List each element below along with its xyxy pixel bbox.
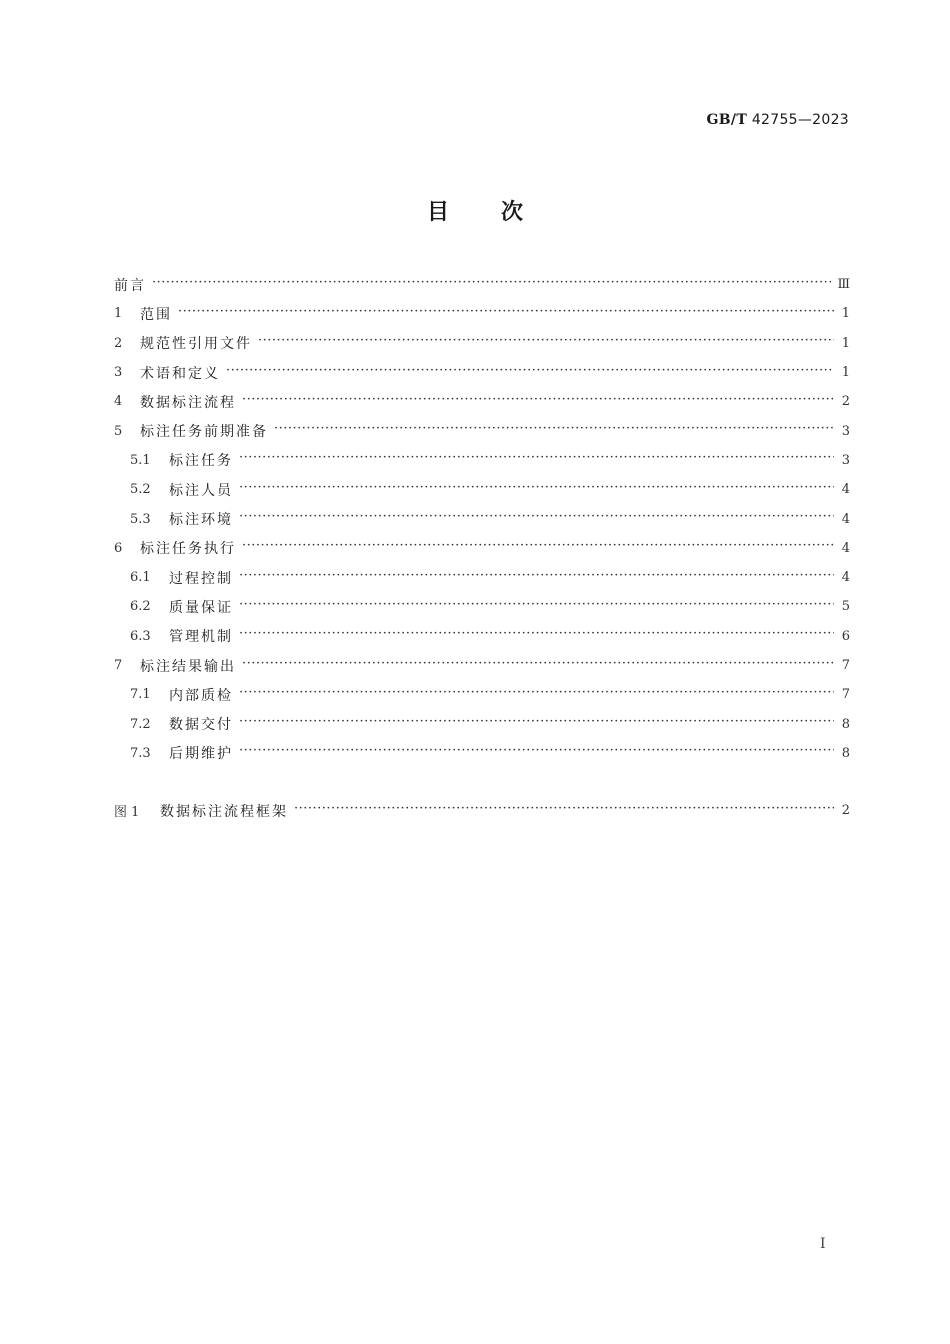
dot-leader [239,629,834,643]
toc-entry-5-1[interactable] [114,446,850,475]
standard-code: 42755—2023 [751,112,849,128]
figure-entry-number: 图 1 [114,805,140,821]
toc-entry-label: 管理机制 [169,629,233,646]
toc-entry-2[interactable] [114,329,850,358]
dot-leader [226,366,834,380]
toc-entry-page: 1 [841,365,850,381]
toc-entry-number: 6.3 [130,628,151,644]
toc-entry-7-2[interactable] [114,709,850,738]
toc-entry-label: 标注人员 [169,482,233,499]
toc-entry-page: 8 [841,716,850,732]
toc-entry-label: 后期维护 [169,746,233,763]
toc-entry-label: 数据标注流程 [140,394,236,411]
toc-entry-label: 前言 [114,277,146,294]
toc-entry-number: 1 [114,306,123,322]
toc-entry-page: 1 [841,335,850,351]
toc-entry-page: 6 [841,628,850,644]
toc-entry-5-2[interactable] [114,475,850,504]
standard-number [707,112,849,128]
toc-entry-number: 4 [114,394,123,410]
toc-entry-page: 4 [841,511,850,527]
dot-leader [239,600,834,614]
toc-entry-page: 5 [841,599,850,615]
toc-entry-number: 7.3 [130,745,151,761]
toc-entry-number: 2 [114,335,123,351]
toc-entry-number: 6.2 [130,599,151,615]
dot-leader [242,541,834,555]
dot-leader [258,336,834,350]
toc-entry-3[interactable] [114,358,850,387]
dot-leader [239,688,834,702]
toc-entry-label: 标注环境 [169,512,233,529]
dot-leader [239,453,834,467]
toc-entry-number: 6.1 [130,570,151,586]
toc-entry-page: 7 [841,658,850,673]
figure-entry-label: 数据标注流程框架 [160,803,288,820]
toc-entry-page: 3 [841,452,850,468]
toc-entry-page: 4 [841,570,850,586]
toc-entry-page: 4 [841,482,850,498]
toc-entry-label: 数据交付 [169,717,233,734]
figure-entry-1[interactable] [114,796,850,825]
toc-entry-7-1[interactable] [114,680,850,709]
dot-leader [239,483,834,497]
toc-entry-page: 8 [841,745,850,761]
dot-leader [239,717,834,731]
toc-entry-number: 6 [114,540,123,556]
toc-entry-6-3[interactable] [114,622,850,651]
toc-entry-label: 标注任务前期准备 [140,424,268,441]
dot-leader [239,571,834,585]
toc-entry-6-2[interactable] [114,592,850,621]
toc-entry-number: 7.1 [130,687,151,703]
toc-entry-number: 5.1 [130,452,151,468]
toc-entry-label: 标注任务 [169,453,233,470]
toc-entry-label: 范围 [140,306,172,323]
toc-entry-5[interactable] [114,416,850,445]
toc-entry-page: 3 [841,423,850,439]
toc-entry-1[interactable] [114,299,850,328]
standard-prefix: GB/T [706,112,748,128]
table-of-contents [114,270,850,825]
toc-entry-page: 1 [841,306,850,322]
toc-entry-6-1[interactable] [114,563,850,592]
toc-entry-page: Ⅲ [837,277,850,293]
dot-leader [239,512,834,526]
toc-entry-label: 过程控制 [169,570,233,587]
toc-entry-page: 7 [841,687,850,703]
toc-entry-number: 5.2 [130,482,151,498]
dot-leader [274,424,834,438]
dot-leader [239,746,834,760]
toc-entry-label: 标注结果输出 [140,658,236,675]
toc-entry-number: 5.3 [130,511,151,527]
toc-entry-label: 术语和定义 [140,365,220,382]
toc-entry-label: 质量保证 [169,599,233,616]
toc-entry-5-3[interactable] [114,504,850,533]
toc-entry-label: 内部质检 [169,687,233,704]
dot-leader [242,395,834,409]
dot-leader [152,278,831,292]
toc-entry-foreword[interactable] [114,270,850,299]
dot-leader [294,804,834,818]
toc-entry-label: 标注任务执行 [140,541,236,558]
toc-entry-number: 7 [114,658,123,673]
toc-entry-6[interactable] [114,534,850,563]
toc-entry-number: 3 [114,365,123,381]
toc-entry-page: 2 [841,394,850,410]
footer-page-number: I [820,1236,826,1252]
toc-entry-page: 4 [841,540,850,556]
toc-entry-number: 5 [114,423,123,439]
toc-entry-7[interactable] [114,651,850,680]
dot-leader [178,307,834,321]
toc-entry-7-3[interactable] [114,739,850,768]
toc-entry-label: 规范性引用文件 [140,336,252,353]
toc-entry-4[interactable] [114,387,850,416]
dot-leader [242,659,834,673]
toc-title: 目次 [426,200,575,225]
toc-entry-number: 7.2 [130,716,151,732]
figure-entry-page: 2 [841,803,850,819]
